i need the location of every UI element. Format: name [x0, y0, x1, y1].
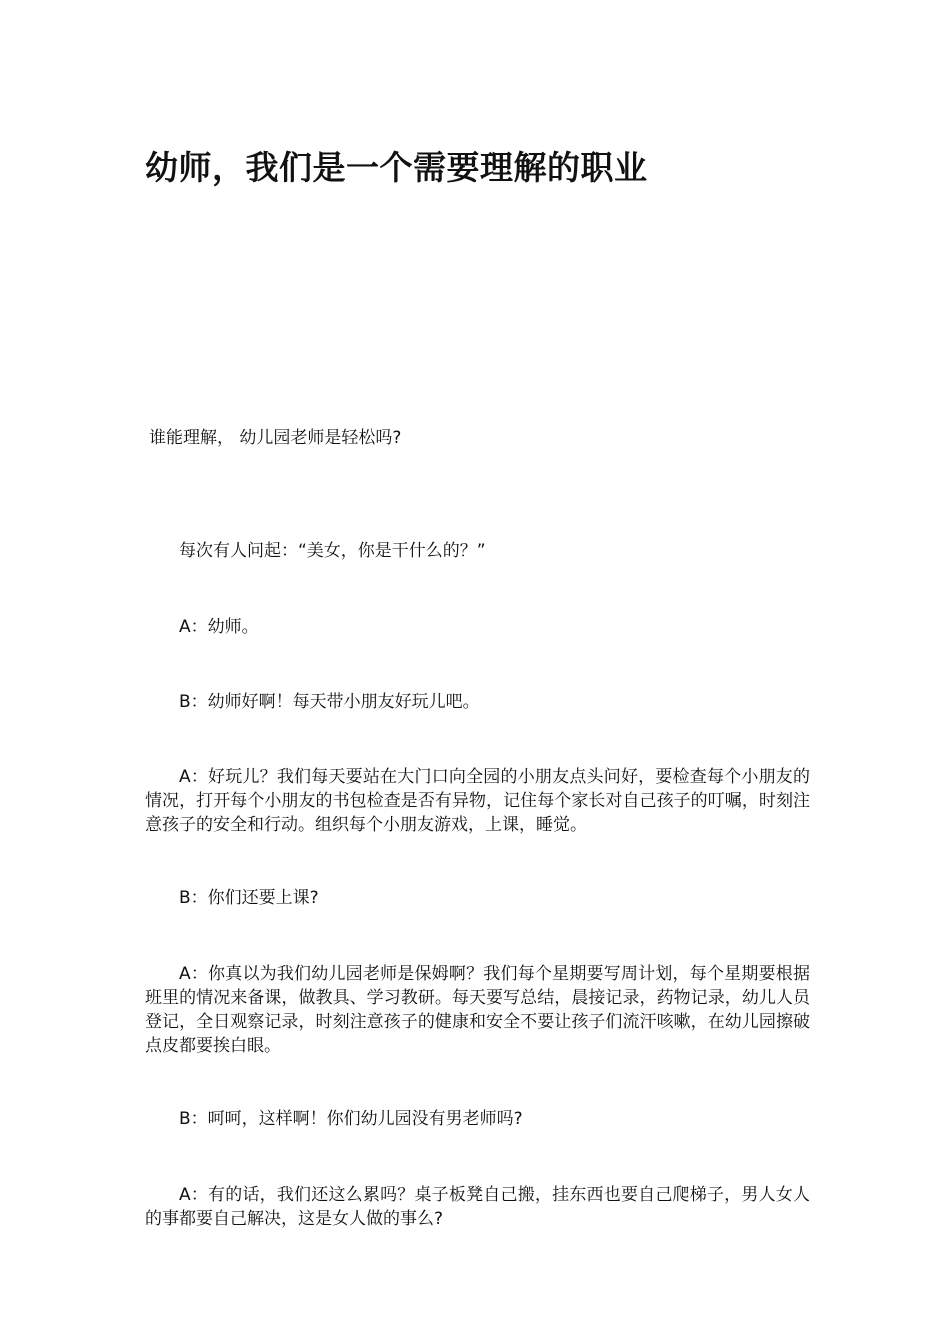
- paragraph: B：幼师好啊！每天带小朋友好玩儿吧。: [179, 692, 480, 712]
- paragraph: B：你们还要上课?: [179, 888, 319, 908]
- intro-line: 谁能理解， 幼儿园老师是轻松吗?: [149, 428, 402, 448]
- document-title: 幼师，我们是一个需要理解的职业: [145, 148, 648, 187]
- paragraph: A：幼师。: [179, 617, 259, 637]
- paragraph: B：呵呵，这样啊！你们幼儿园没有男老师吗?: [179, 1109, 523, 1129]
- paragraph: 每次有人问起：“美女，你是干什么的？”: [179, 541, 486, 561]
- paragraph: A：你真以为我们幼儿园老师是保姆啊？我们每个星期要写周计划，每个星期要根据班里的情况来备课，做教具、学习教研。每天要写总结，晨接记录，药物记录，幼儿人员登记，全日观察记录，时刻注意孩子的健康和安全不要让孩子们流汗咳嗽，在幼儿园擦破点皮都要挨白眼。: [145, 964, 810, 1056]
- paragraph: A：有的话，我们还这么累吗？桌子板凳自己搬，挂东西也要自己爬梯子，男人女人的事都要自己解决，这是女人做的事么?: [145, 1185, 810, 1229]
- paragraph: A：好玩儿？我们每天要站在大门口向全园的小朋友点头问好，要检查每个小朋友的情况，打开每个小朋友的书包检查是否有异物，记住每个家长对自己孩子的叮嘱，时刻注意孩子的安全和行动。组织每个小朋友游戏，上课，睡觉。: [145, 767, 810, 835]
